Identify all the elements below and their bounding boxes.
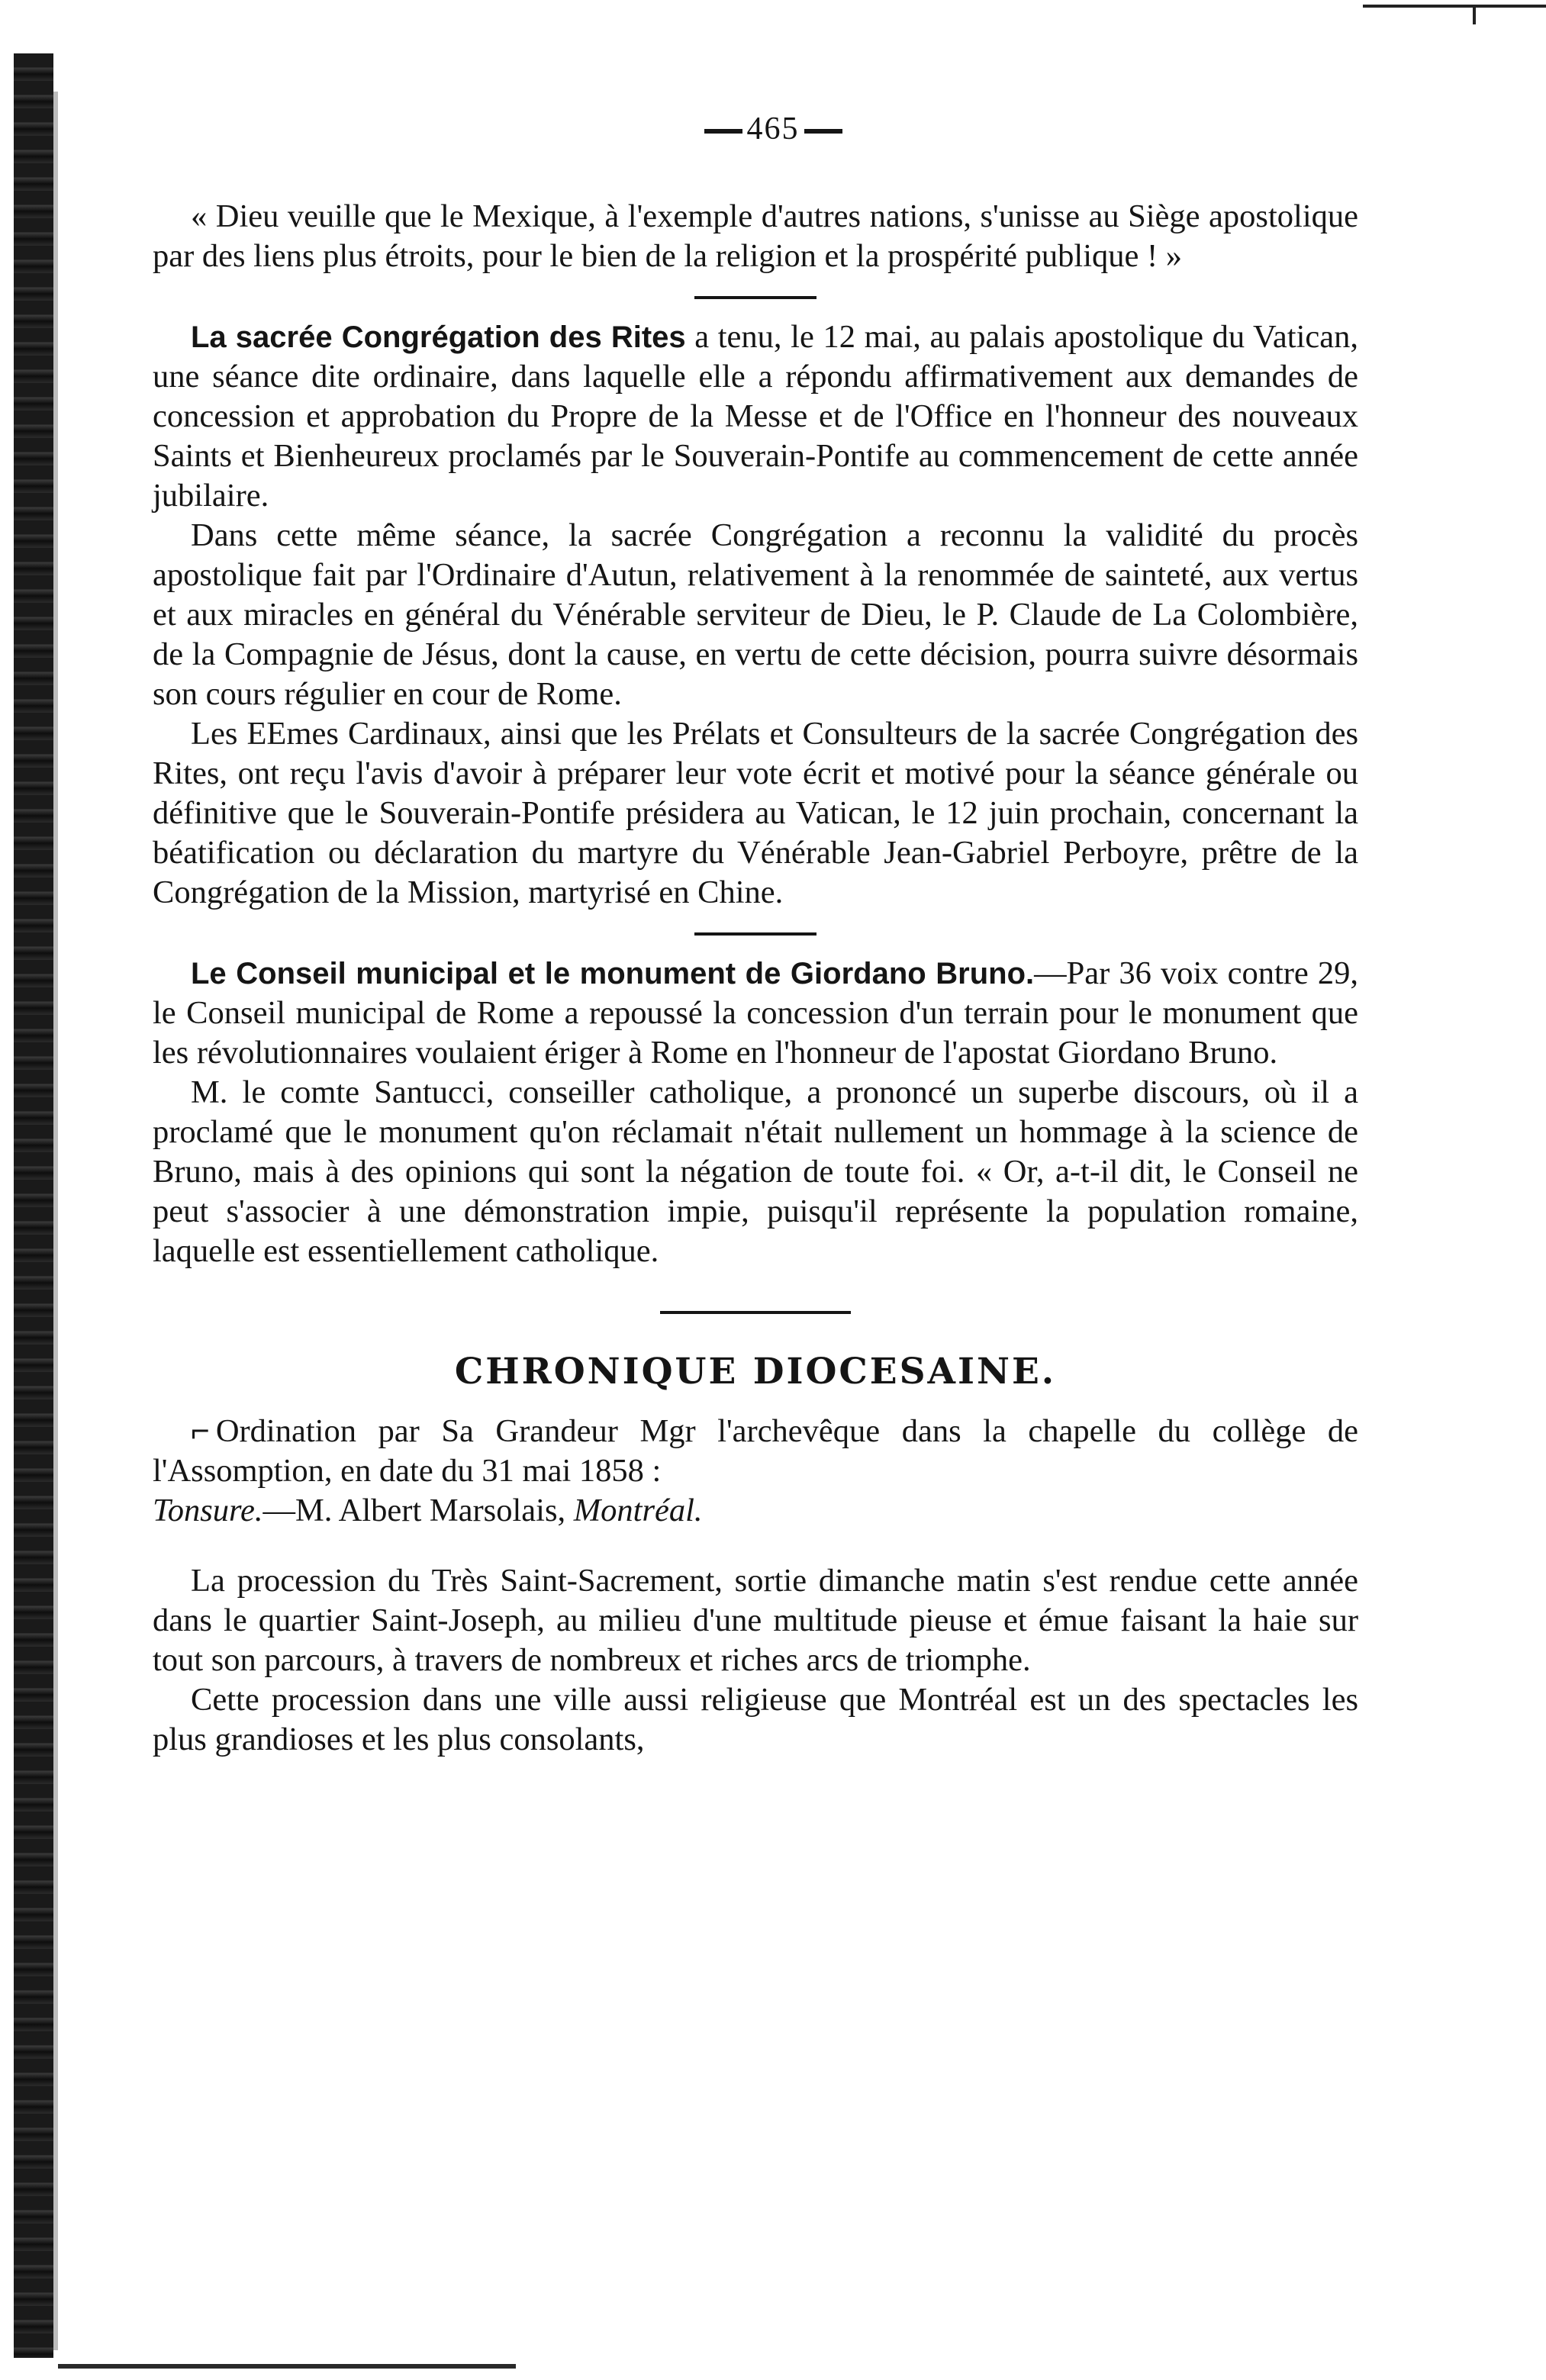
tonsure-name: —M. Albert Marsolais, <box>262 1493 574 1528</box>
tonsure-line <box>153 1491 1358 1531</box>
bracket-mark: ⌐ <box>191 1413 210 1449</box>
chronique-divider <box>660 1311 851 1314</box>
chronique-title: CHRONIQUE DIOCESAINE. <box>454 1351 1057 1393</box>
bruno-paragraph-2: M. le comte Santucci, conseiller catholique, a prononcé un superbe discours, où il a proclamé que le monument qu'on réclamait n'était nullement un hommage à la science de Bruno, mais à des opinions qui sont la négation de toute foi. « Or, a-t-il dit, le Conseil ne peut s'associer à une démonstration impie, puisqu'il représente la population romaine, laquelle est essentiellement catholique. <box>153 1074 1358 1269</box>
quote-paragraph: « Dieu veuille que le Mexique, à l'exemple d'autres nations, s'unisse au Siège apostolique par des liens plus étroits, pour le bien de la religion et la prospérité publique ! » <box>153 198 1358 274</box>
bruno-heading: Le Conseil municipal et le monument de Giordano Bruno. <box>191 957 1035 990</box>
ordination-text: Ordination par Sa Grandeur Mgr l'archevêque dans la chapelle du collège de l'Assomption, en date du 31 mai 1858 : <box>153 1413 1358 1489</box>
rites-paragraph-2: Dans cette même séance, la sacrée Congrégation a reconnu la validité du procès apostolique fait par l'Ordinaire d'Autun, relativement à la renommée de sainteté, aux vertus et aux miracles en général du Vénérable serviteur de Dieu, le P. Claude de La Colombière, de la Compagnie de Jésus, dont la cause, en vertu de cette décision, pourra suivre désormais son cours régulier en cour de Rome. <box>153 517 1358 712</box>
page-number-text: 465 <box>746 111 800 147</box>
spacer <box>153 1531 1358 1561</box>
rites-paragraph-1 <box>153 317 1358 516</box>
book-spine-shadow <box>14 53 53 2358</box>
top-corner-tick <box>1473 5 1476 24</box>
bottom-edge-shadow <box>58 2364 516 2369</box>
rites-heading: La sacrée Congrégation des Rites <box>191 320 686 354</box>
rites-paragraph-3: Les EEmes Cardinaux, ainsi que les Prélats et Consulteurs de la sacrée Congrégation des Rites, ont reçu l'avis d'avoir à préparer leur vote écrit et motivé pour la séance générale ou définitive que le Souverain-Pontife présidera au Vatican, le 12 juin prochain, concernant la béatification ou déclaration du martyre du Vénérable Jean-Gabriel Perboyre, prêtre de la Congrégation de la Mission, martyrisé en Chine. <box>153 716 1358 910</box>
top-corner-rule <box>1363 5 1546 8</box>
ordination-paragraph <box>153 1412 1358 1491</box>
page-number <box>0 111 1546 147</box>
page-edge <box>53 92 58 2350</box>
section-divider <box>694 932 816 936</box>
procession-paragraph-1: La procession du Très Saint-Sacrement, sortie dimanche matin s'est rendue cette année dans le quartier Saint-Joseph, au milieu d'une multitude pieuse et émue faisant la haie sur tout son parcours, à travers de nombreux et riches arcs de triomphe. <box>153 1563 1358 1678</box>
rites-paragraph-1-text: a tenu, le 12 mai, au palais apostolique du Vatican, une séance dite ordinaire, dans laquelle elle a répondu affirmativement aux demandes de concession et approbation du Propre de la Messe et de l'Office en l'honneur des nouveaux Saints et Bienheureux proclamés par le Souverain-Pontife au commencement de cette année jubilaire. <box>153 319 1359 514</box>
page-body <box>153 197 1358 1760</box>
tonsure-place: Montréal. <box>573 1493 703 1528</box>
tonsure-label: Tonsure. <box>153 1493 263 1528</box>
section-divider <box>694 296 816 299</box>
page-number-dash-left <box>704 129 742 134</box>
page-number-dash-right <box>804 129 842 134</box>
bruno-paragraph-1 <box>153 954 1358 1073</box>
bruno-paragraph-1-text: —Par 36 voix contre 29, le Conseil municipal de Rome a repoussé la concession d'un terrain pour le monument que les révolutionnaires voulaient ériger à Rome en l'honneur de l'apostat Giordano Bruno. <box>153 955 1358 1071</box>
procession-paragraph-2: Cette procession dans une ville aussi religieuse que Montréal est un des spectacles les plus grandioses et les plus consolants, <box>153 1682 1358 1757</box>
